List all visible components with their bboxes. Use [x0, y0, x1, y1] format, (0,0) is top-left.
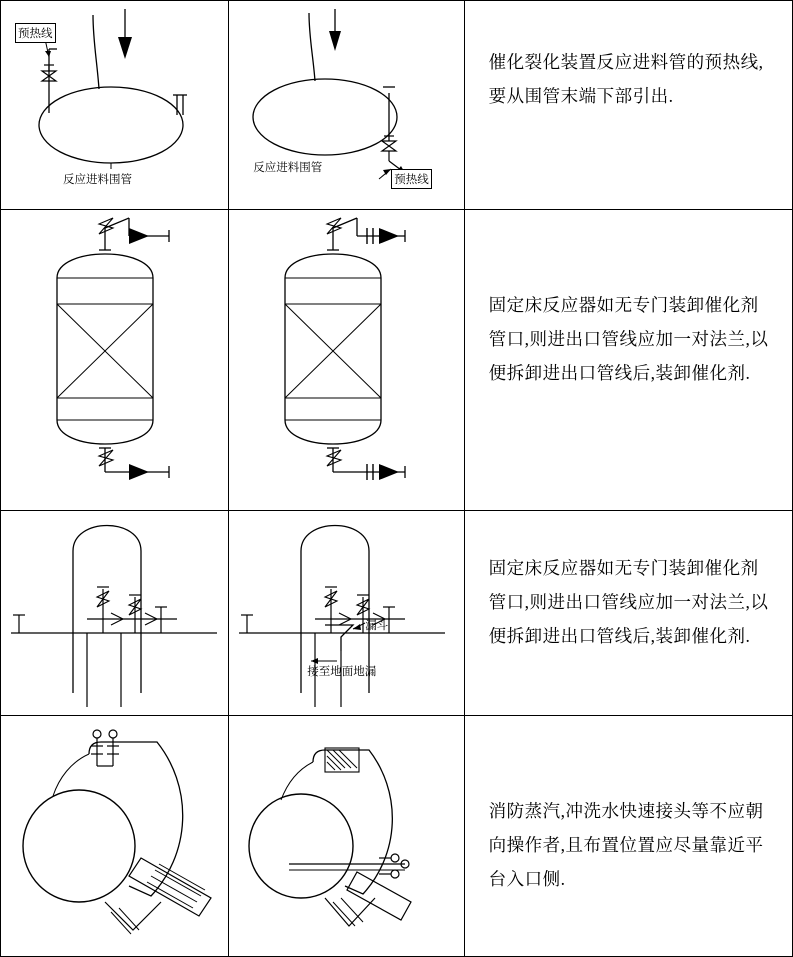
cell-r4-middle	[229, 715, 464, 956]
fixed-bed-reactor-drawing-2	[229, 210, 462, 508]
drawing-r2-middle	[229, 210, 463, 509]
drawing-r4-left	[1, 716, 228, 956]
table-row	[1, 510, 793, 715]
cell-r3-note	[464, 510, 792, 715]
table-row	[1, 1, 793, 210]
drawing-r3-left	[1, 511, 228, 715]
cell-r1-middle	[229, 1, 464, 210]
cell-r2-left	[1, 210, 229, 510]
label-preheat-line: 预热线	[391, 169, 432, 189]
label-funnel: 漏斗	[365, 619, 389, 632]
label-to-floor-drain: 接至地面地漏	[307, 665, 377, 678]
table-row	[1, 715, 793, 956]
tower-platform-hose-station-drawing-2	[229, 716, 462, 955]
label-preheat-line: 预热线	[15, 23, 56, 43]
table-row	[1, 210, 793, 510]
drawing-r1-middle	[229, 1, 463, 209]
fixed-bed-reactor-drawing-1	[1, 210, 227, 508]
vessel-bottom-drain-drawing-1	[1, 511, 227, 714]
cell-r3-left	[1, 510, 229, 715]
drawing-r2-left	[1, 210, 228, 509]
note-text-row-1: 催化裂化装置反应进料管的预热线,要从围管末端下部引出.	[488, 52, 764, 107]
cell-r2-middle	[229, 210, 464, 510]
note-text-row-2: 固定床反应器如无专门装卸催化剂管口,则进出口管线应加一对法兰,以便拆卸进出口管线后,装卸催化剂.	[488, 295, 769, 384]
label-reactor-feed-ring: 反应进料围管	[63, 174, 132, 186]
cell-r2-note	[464, 210, 792, 510]
note-text-row-4: 消防蒸汽,冲洗水快速接头等不应朝向操作者,且布置位置应尽量靠近平台入口侧.	[488, 800, 764, 889]
cell-r1-left	[1, 1, 229, 210]
drawing-r1-left	[1, 1, 228, 209]
cell-r4-left	[1, 715, 229, 956]
cell-r3-middle	[229, 510, 464, 715]
drawing-r3-middle	[229, 511, 463, 715]
tower-platform-hose-station-drawing-1	[1, 716, 227, 955]
cell-r4-note	[464, 715, 792, 956]
vessel-bottom-drain-funnel-drawing-2	[229, 511, 462, 714]
drawing-r4-middle	[229, 716, 463, 956]
cell-r1-note	[464, 1, 792, 210]
label-reactor-feed-ring: 反应进料围管	[253, 162, 323, 174]
note-text-row-3: 固定床反应器如无专门装卸催化剂管口,则进出口管线应加一对法兰,以便拆卸进出口管线后,装卸催化剂.	[488, 557, 769, 646]
